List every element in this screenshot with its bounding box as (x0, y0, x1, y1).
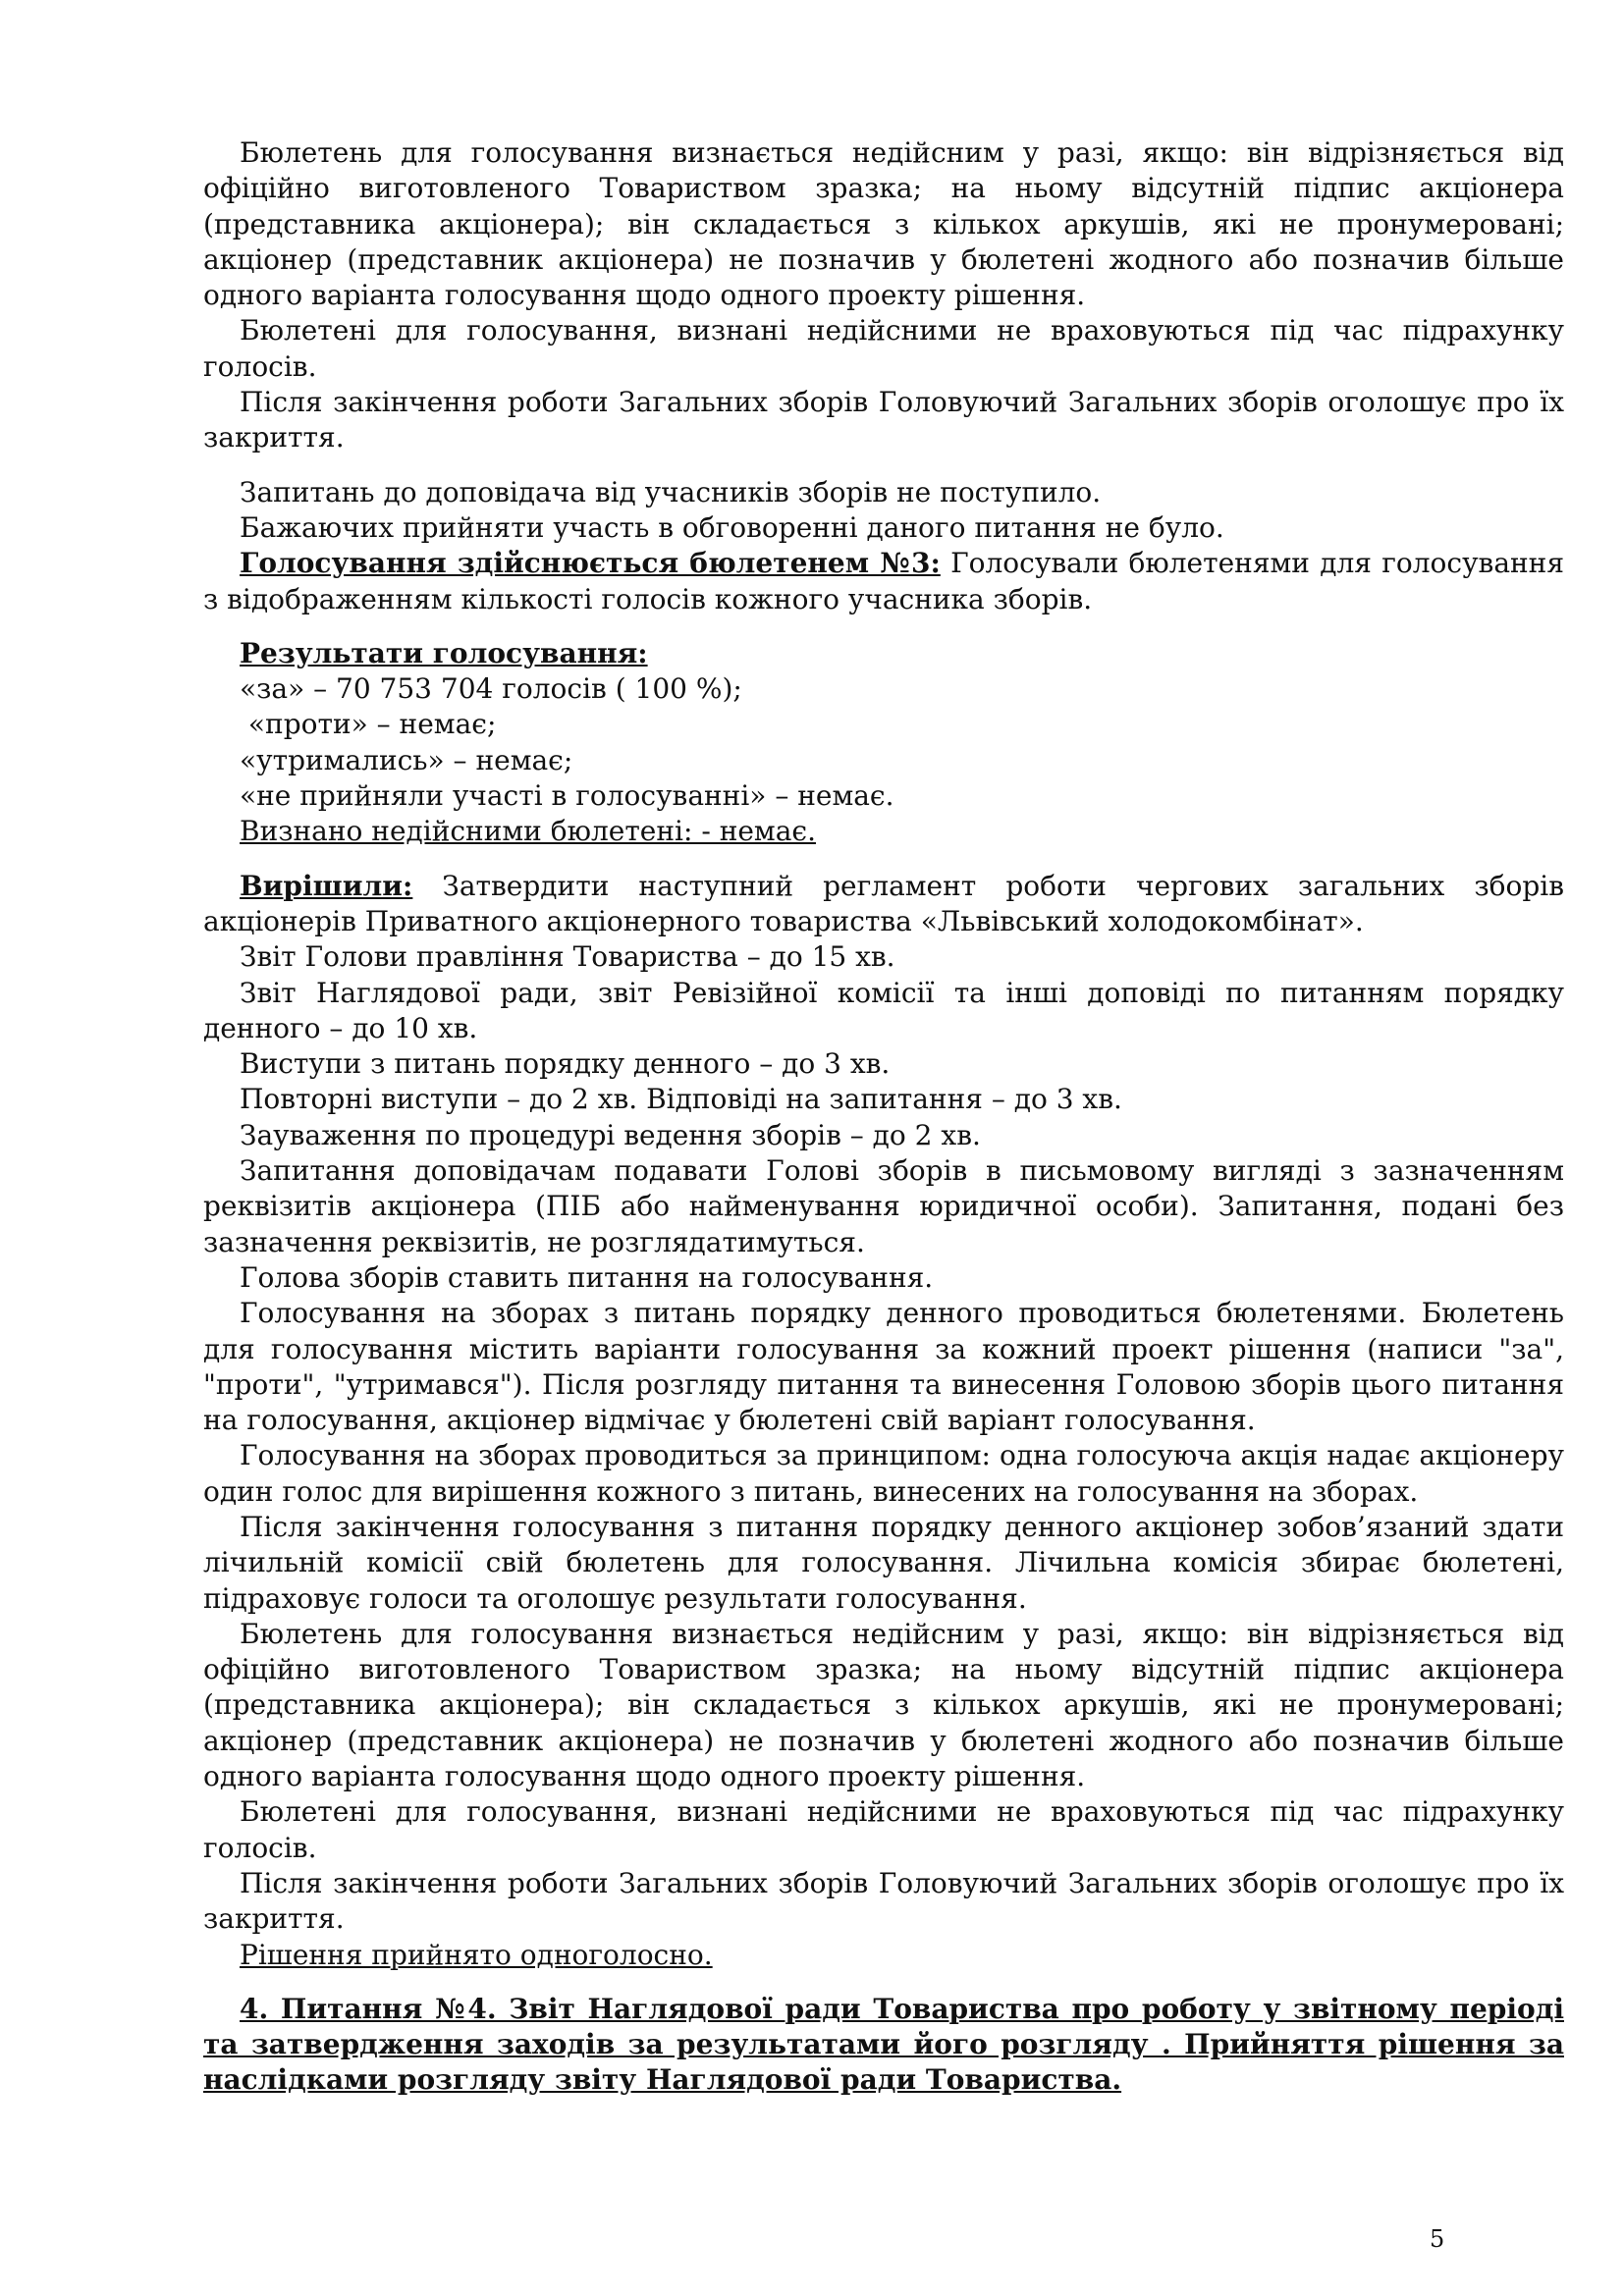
reglament-item: Голова зборів ставить питання на голосування. (240, 1260, 934, 1294)
reglament-item: Голосування на зборах з питань порядку денного проводиться бюлетенями. Бюлетень для голосування містить варіанти голосування за кожний проект рішення (написи "за", "проти", "утримався"). Після розгляду питання та винесення Головою зборів цього питання на голосування, акціонер відмічає у бюлетені свій варіант голосування. (203, 1297, 1564, 1437)
reglament-item: Бюлетень для голосування визнається недійсним у разі, якщо: він відрізняється від офіційно виготовленого Товариством зразка; на ньому відсутній підпис акціонера (представника акціонера); він складається з кількох аркушів, які не пронумеровані; акціонер (представник акціонера) не позначив у бюлетені жодного або позначив більше одного варіанта голосування щодо одного проекту рішення. (203, 1617, 1564, 1793)
decision-unanimous: Рішення прийнято одноголосно. (240, 1938, 713, 1971)
result-not-voted: «не прийняли участі в голосуванні» – немає. (240, 779, 894, 813)
reglament-item: Повторні виступи – до 2 хв. Відповіді на запитання – до 3 хв. (240, 1083, 1122, 1116)
voting-ballot-label: Голосування здійснюється бюлетенем №3: (240, 547, 941, 580)
reglament-item: Зауваження по процедурі ведення зборів – до 2 хв. (240, 1118, 981, 1151)
results-label: Результати голосування: (240, 636, 648, 669)
result-invalid: Визнано недійсними бюлетені: - немає. (240, 815, 816, 848)
result-abstain: «утримались» – немає; (240, 743, 573, 776)
paragraph-decided (203, 869, 1564, 940)
paragraph-ballot-invalid: Бюлетень для голосування визнається недійсним у разі, якщо: він відрізняється від офіційно виготовленого Товариством зразка; на ньому відсутній підпис акціонера (представника акціонера); він складається з кількох аркушів, які не пронумеровані; акціонер (представник акціонера) не позначив у бюлетені жодного або позначив більше одного варіанта голосування щодо одного проекту рішення. (203, 136, 1564, 312)
page-number: 5 (1430, 2225, 1445, 2253)
paragraph-closing: Після закінчення роботи Загальних зборів Головуючий Загальних зборів оголошує про їх закриття. (203, 386, 1564, 454)
decided-label: Вирішили: (240, 869, 413, 902)
paragraph-invalid-ballots: Бюлетені для голосування, визнані недійсними не враховуються під час підрахунку голосів. (203, 314, 1564, 383)
reglament-item: Бюлетені для голосування, визнані недійсними не враховуються під час підрахунку голосів. (203, 1795, 1564, 1864)
reglament-item: Звіт Голови правління Товариства – до 15 хв. (240, 940, 895, 974)
voting-ballot-text: Голосували бюлетенями для голосування з відображенням кількості голосів кожного учасника зборів. (203, 547, 1565, 615)
reglament-item: Після закінчення роботи Загальних зборів Головуючий Загальних зборів оголошує про їх закриття. (203, 1866, 1564, 1936)
paragraph-no-questions: Запитань до доповідача від учасників зборів не поступило. (240, 475, 1102, 508)
document-body (203, 135, 1564, 2099)
paragraph-no-discussion: Бажаючих прийняти участь в обговоренні даного питання не було. (240, 510, 1224, 544)
section-heading-4: 4. Питання №4. Звіт Наглядової ради Товариства про роботу у звітному періоді та затвердження заходів за результатами його розгляду . Прийняття рішення за наслідками розгляду звіту Наглядової ради Товариства. (203, 1992, 1564, 2097)
paragraph-voting-ballot (203, 546, 1564, 617)
reglament-item: Після закінчення голосування з питання порядку денного акціонер зобов’язаний здати лічильній комісії свій бюлетень для голосування. Лічильна комісія збирає бюлетені, підраховує голоси та оголошує результати голосування. (203, 1510, 1564, 1615)
result-for: «за» – 70 753 704 голосів ( 100 %); (240, 672, 742, 706)
reglament-item: Запитання доповідачам подавати Голові зборів в письмовому вигляді з зазначенням реквізитів акціонера (ПІБ або найменування юридичної особи). Запитання, подані без зазначення реквізитів, не розглядатимуться. (203, 1154, 1564, 1258)
result-against: «проти» – немає; (240, 708, 497, 741)
reglament-item: Виступи з питань порядку денного – до 3 хв. (240, 1047, 891, 1081)
reglament-item: Звіт Наглядової ради, звіт Ревізійної комісії та інші доповіді по питанням порядку денного – до 10 хв. (203, 976, 1564, 1044)
reglament-item: Голосування на зборах проводиться за принципом: одна голосуюча акція надає акціонеру один голос для вирішення кожного з питань, винесених на голосування на зборах. (203, 1439, 1564, 1508)
decided-text: Затвердити наступний регламент роботи чергових загальних зборів акціонерів Приватного акціонерного товариства «Львівський холодокомбінат». (203, 869, 1564, 937)
